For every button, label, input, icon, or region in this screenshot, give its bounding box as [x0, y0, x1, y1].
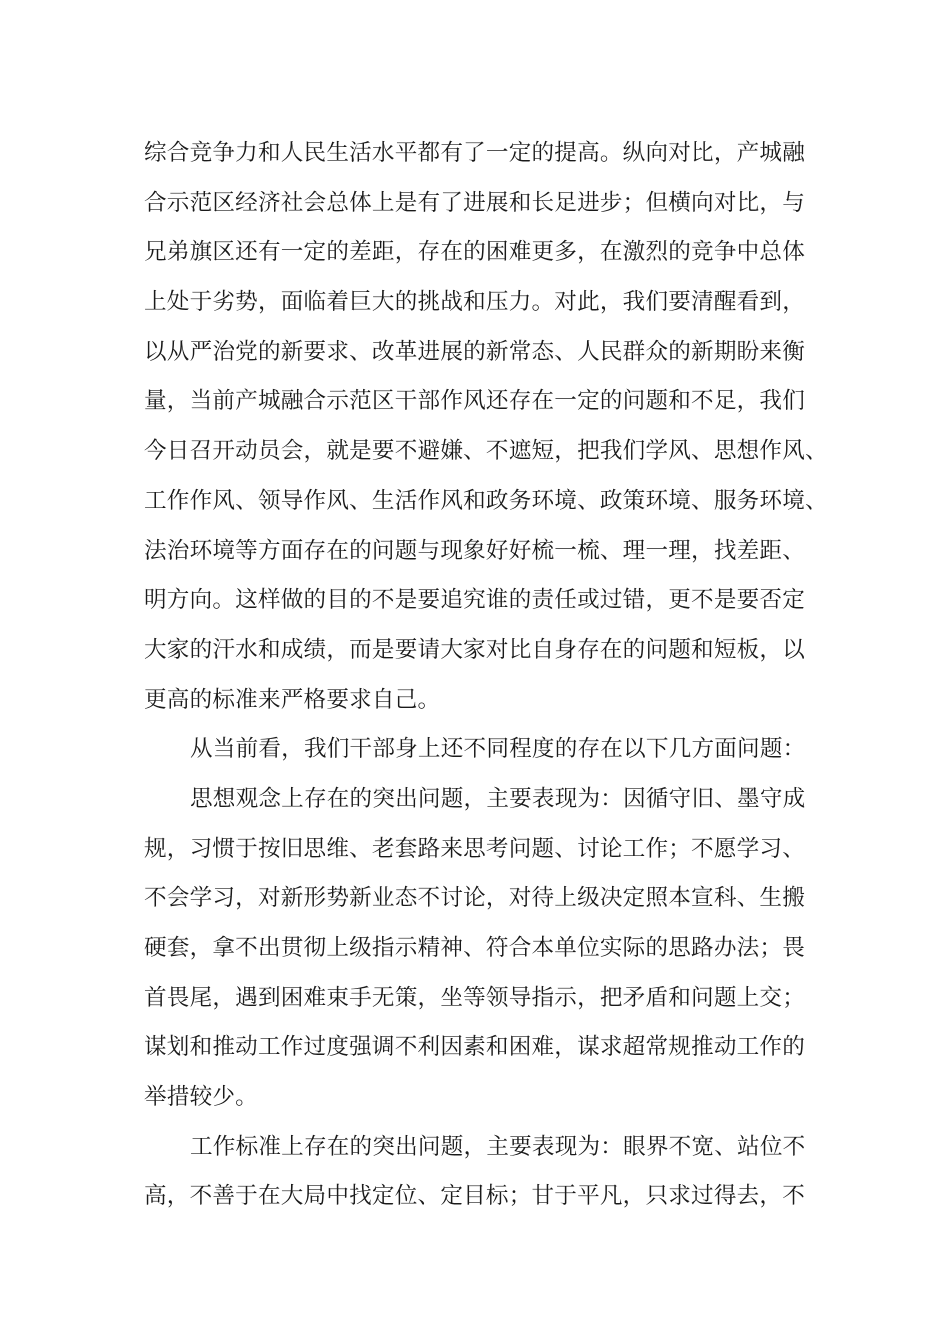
text-line: 合示范区经济社会总体上是有了进展和长足进步；但横向对比，与: [144, 189, 806, 216]
body-text: [144, 129, 834, 1222]
text-line: 今日召开动员会，就是要不避嫌、不遮短，把我们学风、思想作风、: [144, 438, 828, 465]
text-line: 工作作风、领导作风、生活作风和政务环境、政策环境、服务环境、: [144, 487, 828, 514]
text-line: 首畏尾，遇到困难束手无策，坐等领导指示，把矛盾和问题上交；: [144, 984, 806, 1011]
text-line: 明方向。这样做的目的不是要追究谁的责任或过错，更不是要否定: [144, 587, 806, 614]
text-line: 法治环境等方面存在的问题与现象好好梳一梳、理一理，找差距、: [144, 537, 806, 564]
text-line: 高，不善于在大局中找定位、定目标；甘于平凡，只求过得去，不: [144, 1183, 806, 1210]
text-line: 更高的标准来严格要求自己。: [144, 686, 441, 713]
text-line: 规，习惯于按旧思维、老套路来思考问题、讨论工作；不愿学习、: [144, 835, 806, 862]
text-line: 综合竞争力和人民生活水平都有了一定的提高。纵向对比，产城融: [144, 140, 806, 166]
paragraph-first-line: 思想观念上存在的突出问题，主要表现为：因循守旧、墨守成: [190, 785, 806, 812]
text-line: 举措较少。: [144, 1084, 258, 1111]
text-line: 量，当前产城融合示范区干部作风还存在一定的问题和不足，我们: [144, 388, 806, 415]
text-line: 上处于劣势，面临着巨大的挑战和压力。对此，我们要清醒看到，: [144, 289, 806, 316]
text-line: 大家的汗水和成绩，而是要请大家对比自身存在的问题和短板，以: [144, 636, 806, 663]
text-line: 硬套，拿不出贯彻上级指示精神、符合本单位实际的思路办法；畏: [144, 935, 806, 961]
text-line: 以从严治党的新要求、改革进展的新常态、人民群众的新期盼来衡: [144, 338, 806, 365]
text-line: 谋划和推动工作过度强调不利因素和困难，谋求超常规推动工作的: [144, 1034, 806, 1061]
paragraph-first-line: 工作标准上存在的突出问题，主要表现为：眼界不宽、站位不: [190, 1133, 806, 1160]
text-line: 不会学习，对新形势新业态不讨论，对待上级决定照本宣科、生搬: [144, 885, 806, 912]
text-line: 兄弟旗区还有一定的差距，存在的困难更多，在激烈的竞争中总体: [144, 239, 806, 266]
paragraph-first-line: 从当前看，我们干部身上还不同程度的存在以下几方面问题：: [190, 736, 806, 763]
